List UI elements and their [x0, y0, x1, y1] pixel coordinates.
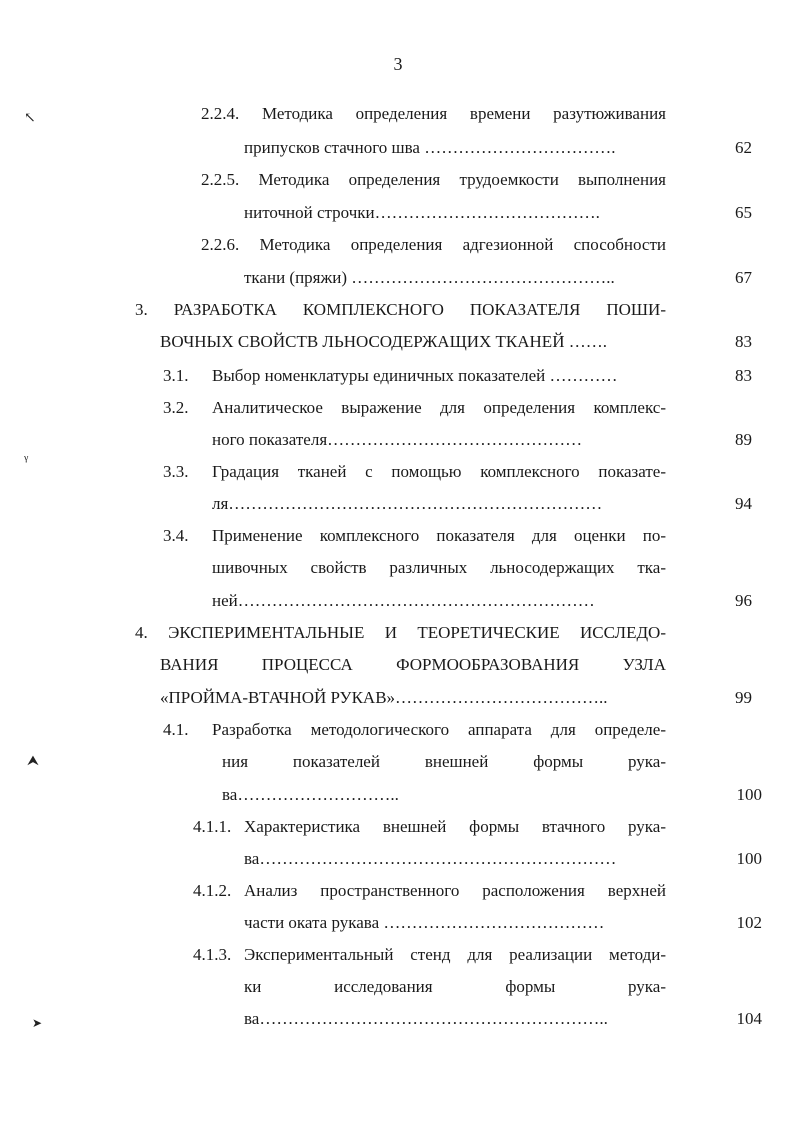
toc-entry-title: Аналитическое выражение для определения комплекс- — [212, 398, 666, 417]
toc-entry-title: Разработка методологического аппарата для определе- — [212, 720, 666, 739]
toc-entry-title-cont: части оката рукава ………………………………… — [244, 913, 605, 932]
toc-page-number: 100 — [736, 785, 762, 804]
toc-entry-title-cont: ниточной строчки…………………………………. — [244, 203, 600, 222]
toc-entry-title-cont: припусков стачного шва ……………………………. — [244, 138, 616, 157]
toc-page-number: 96 — [735, 591, 752, 610]
scan-mark: ⮝ — [27, 754, 39, 769]
toc-entry-title-cont: ния показателей внешней формы рука- — [222, 752, 666, 771]
toc-entry-number: 3.2. — [163, 398, 189, 417]
toc-entry-title-cont: ней……………………………………………………… — [212, 591, 595, 610]
toc-page-number: 67 — [735, 268, 752, 287]
toc-entry-title-cont: ва…………………………………………………….. — [244, 1009, 608, 1028]
toc-entry-title-cont: ля………………………………………………………… — [212, 494, 603, 513]
toc-entry-number: 4.1.2. — [193, 881, 232, 900]
toc-entry-title-cont: ткани (пряжи) ……………………………………….. — [244, 268, 615, 287]
toc-entry-title-cont: ва……………………………………………………… — [244, 849, 617, 868]
toc-page-number: 104 — [736, 1009, 762, 1028]
toc-entry-number: 4.1. — [163, 720, 189, 739]
toc-entry-number: 3.3. — [163, 462, 189, 481]
toc-page-number: 83 — [735, 332, 752, 351]
toc-entry-title: Выбор номенклатуры единичных показателей ………… — [212, 366, 618, 385]
toc-entry-title-cont: ва……………………….. — [222, 785, 399, 804]
toc-entry-title-cont: ки исследования формы рука- — [244, 977, 666, 996]
toc-entry-title-cont: шивочных свойств различных льносодержащих тка- — [212, 558, 666, 577]
toc-chapter-title-cont: ВАНИЯ ПРОЦЕССА ФОРМООБРАЗОВАНИЯ УЗЛА — [160, 655, 666, 674]
toc-entry-title: 2.2.4. Методика определения времени разутюживания — [201, 104, 666, 123]
toc-entry-number: 3.1. — [163, 366, 189, 385]
toc-page-number: 100 — [736, 849, 762, 868]
toc-entry-title: 2.2.6. Методика определения адгезионной способности — [201, 235, 666, 254]
toc-chapter-title: 4. ЭКСПЕРИМЕНТАЛЬНЫЕ И ТЕОРЕТИЧЕСКИЕ ИССЛЕДО- — [135, 623, 666, 642]
toc-page-number: 83 — [735, 366, 752, 385]
toc-entry-title: Градация тканей с помощью комплексного показате- — [212, 462, 666, 481]
toc-chapter-title-cont: ВОЧНЫХ СВОЙСТВ ЛЬНОСОДЕРЖАЩИХ ТКАНЕЙ ……. — [160, 332, 607, 351]
scan-mark: ↖ — [24, 111, 36, 126]
toc-page-number: 99 — [735, 688, 752, 707]
toc-chapter-title: 3. РАЗРАБОТКА КОМПЛЕКСНОГО ПОКАЗАТЕЛЯ ПОШИ- — [135, 300, 666, 319]
scan-mark: ᵞ — [24, 452, 29, 469]
toc-entry-title: Применение комплексного показателя для оценки по- — [212, 526, 666, 545]
toc-page-number: 65 — [735, 203, 752, 222]
toc-entry-title: Экспериментальный стенд для реализации методи- — [244, 945, 666, 964]
toc-page-number: 102 — [736, 913, 762, 932]
toc-entry-title: Анализ пространственного расположения верхней — [244, 881, 666, 900]
scan-mark: ➤ — [32, 1016, 43, 1030]
toc-entry-title: Характеристика внешней формы втачного рука- — [244, 817, 666, 836]
toc-entry-number: 3.4. — [163, 526, 189, 545]
toc-entry-number: 4.1.1. — [193, 817, 232, 836]
page-number: 3 — [393, 54, 403, 74]
toc-entry-title-cont: ного показателя……………………………………… — [212, 430, 583, 449]
toc-page-number: 89 — [735, 430, 752, 449]
toc-page-number: 62 — [735, 138, 752, 157]
toc-entry-number: 4.1.3. — [193, 945, 232, 964]
toc-entry-title: 2.2.5. Методика определения трудоемкости выполнения — [201, 170, 666, 189]
toc-page-number: 94 — [735, 494, 752, 513]
toc-chapter-title-cont: «ПРОЙМА-ВТАЧНОЙ РУКАВ»……………………………….. — [160, 688, 608, 707]
